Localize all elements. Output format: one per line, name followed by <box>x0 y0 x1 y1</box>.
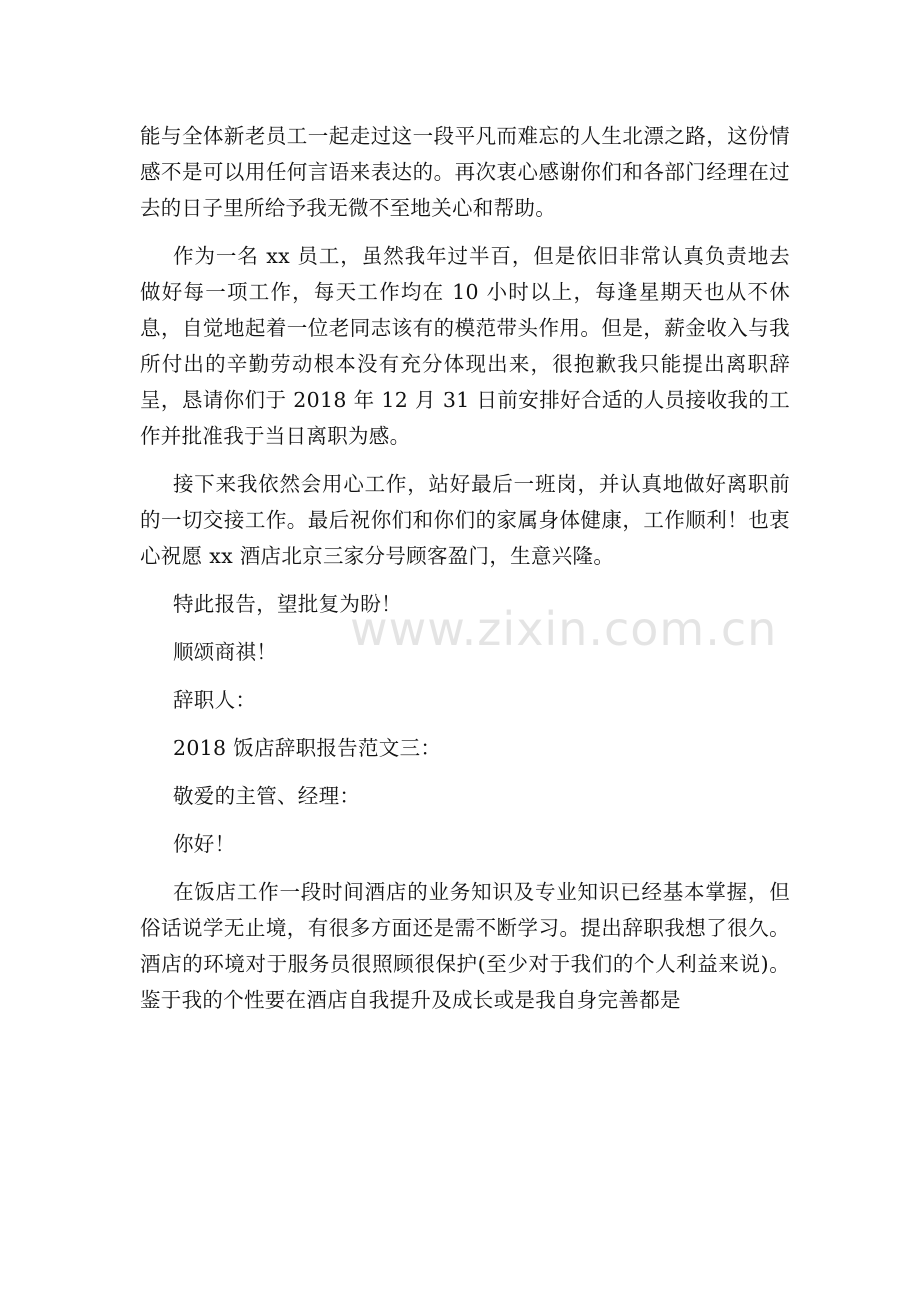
closing-report-line: 特此报告，望批复为盼！ <box>173 592 402 616</box>
paragraph-gratitude: 能与全体新老员工一起走过这一段平凡而难忘的人生北漂之路，这份情感不是可以用任何言语来表达的。再次衷心感谢你们和各部门经理在过去的日子里所给予我无微不至地关心和帮助。 <box>140 124 790 220</box>
paragraph-learning-reason: 在饭店工作一段时间酒店的业务知识及专业知识已经基本掌握，但俗话说学无止境，有很多方面还是需不断学习。提出辞职我想了很久。酒店的环境对于服务员很照顾很保护(至少对于我们的个人利益来说)。鉴于我的个性要在酒店自我提升及成长或是我自身完善都是 <box>140 880 790 1012</box>
section-heading-sample-three: 2018 饭店辞职报告范文三： <box>173 736 442 760</box>
paragraph-handover-wishes: 接下来我依然会用心工作，站好最后一班岗，并认真地做好离职前的一切交接工作。最后祝你们和你们的家属身体健康，工作顺利！也衷心祝愿 xx 酒店北京三家分号顾客盈门，生意兴隆。 <box>140 472 790 568</box>
signature-label: 辞职人： <box>173 688 257 712</box>
site-watermark: www.zixin.com.cn <box>350 602 778 656</box>
salutation: 敬爱的主管、经理： <box>173 784 361 808</box>
document-body <box>140 118 790 1030</box>
closing-regards: 顺颂商祺！ <box>173 640 277 664</box>
paragraph-work-and-resignation: 作为一名 xx 员工，虽然我年过半百，但是依旧非常认真负责地去做好每一项工作，每天工作均在 10 小时以上，每逢星期天也从不休息，自觉地起着一位老同志该有的模范带头作用。但是，薪金收入与我所付出的辛勤劳动根本没有充分体现出来，很抱歉我只能提出离职辞呈，恳请你们于 2018 年 12 月 31 日前安排好合适的人员接收我的工作并批准我于当日离职为感。 <box>140 244 790 448</box>
greeting: 你好！ <box>173 832 236 856</box>
